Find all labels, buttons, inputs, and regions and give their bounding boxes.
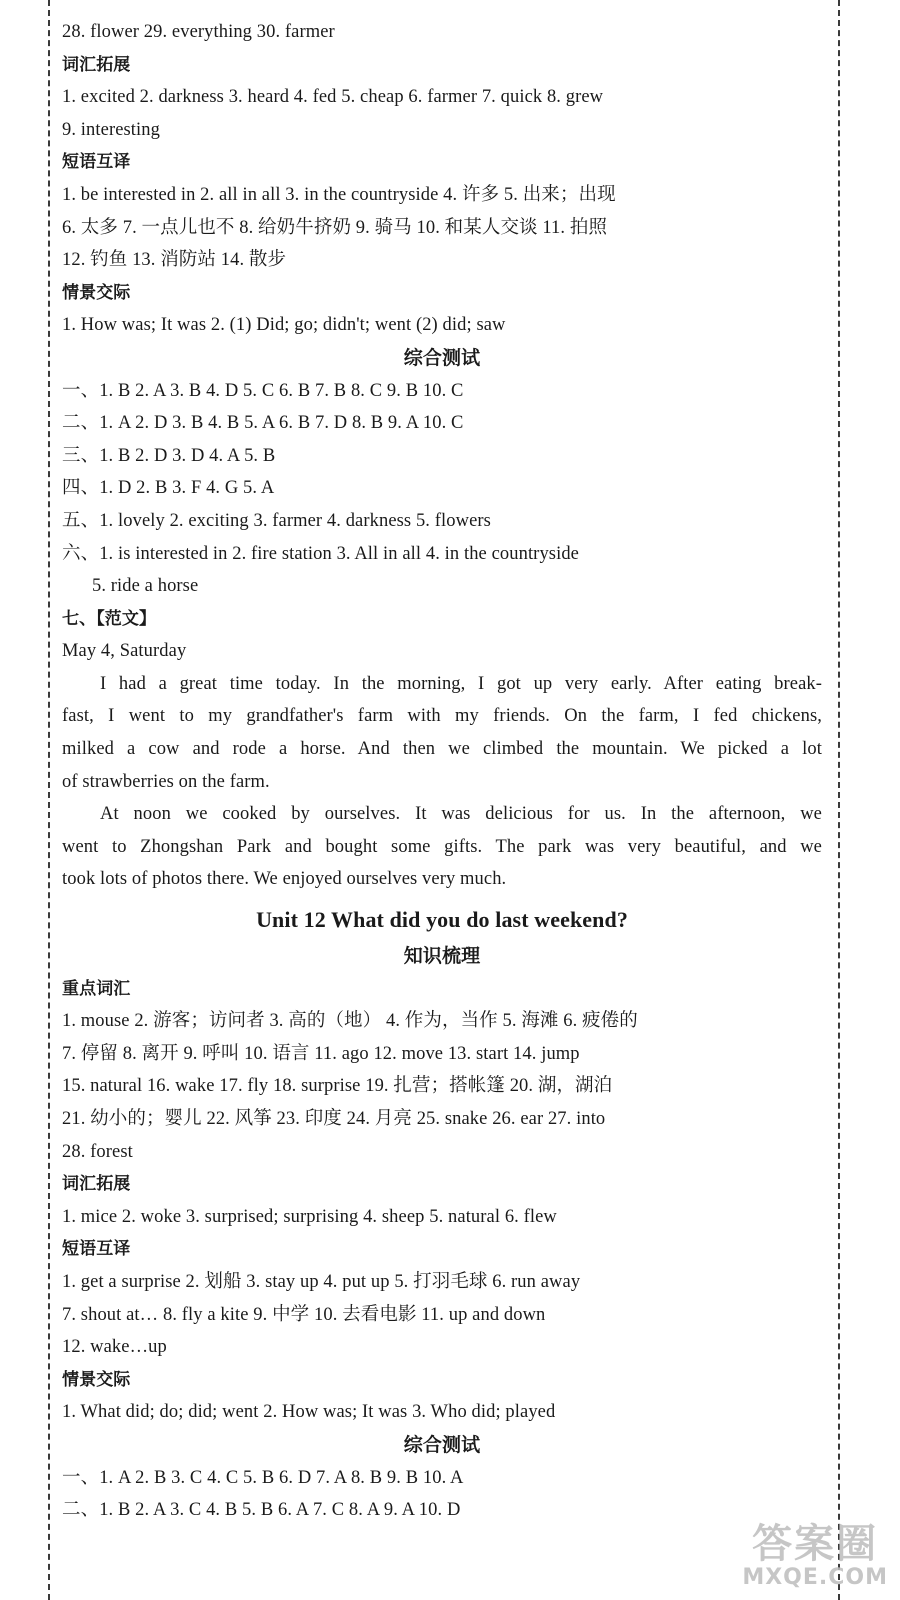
section-heading [62,973,822,1006]
essay-line [62,668,822,701]
essay-line [62,700,822,733]
section-title [62,342,822,375]
text-line [62,863,822,896]
text-line-text: 7. 停留 8. 离开 9. 呼叫 10. 语言 11. ago 12. move 13. start 14. jump [62,1043,580,1064]
text-line [62,1103,822,1136]
section-title [62,940,822,973]
section-heading [62,603,822,636]
text-line-text: 三、1. B 2. D 3. D 4. A 5. B [62,445,276,466]
text-line-text: 1. How was; It was 2. (1) Did; go; didn't; went (2) did; saw [62,315,506,336]
section-title-text: 综合测试 [403,1433,481,1456]
text-line-text: 1. What did; do; did; went 2. How was; It was 3. Who did; played [62,1402,556,1423]
text-line-text: 7. shout at… 8. fly a kite 9. 中学 10. 去看电影 11. up and down [62,1304,546,1325]
text-line-text: May 4, Saturday [62,641,187,662]
text-line-text: 1. mice 2. woke 3. surprised; surprising 4. sheep 5. natural 6. flew [62,1206,557,1227]
text-line [62,212,822,245]
text-line [62,635,822,668]
essay-line-text: I had a great time today. In the morning, I got up very early. After eating break- [100,673,822,694]
section-heading [62,146,822,179]
watermark-logo-text: 答案圈 [752,1521,879,1567]
text-line-text: 二、1. B 2. A 3. C 4. B 5. B 6. A 7. C 8. A 9. A 10. D [62,1500,461,1521]
text-line-text: 28. flower 29. everything 30. farmer [62,22,335,42]
section-title-text: 知识梳理 [403,945,481,968]
section-heading [62,277,822,310]
text-line [62,16,822,49]
text-line-text: 28. forest [62,1141,133,1162]
essay-line-text: At noon we cooked by ourselves. It was delicious for us. In the afternoon, we [100,804,822,825]
section-heading-text: 词汇拓展 [62,1174,131,1195]
text-line [62,375,822,408]
text-line-text: 二、1. A 2. D 3. B 4. B 5. A 6. B 7. D 8. B 9. A 10. C [62,413,464,434]
section-heading-text: 短语互译 [62,1239,131,1260]
text-line [62,1396,822,1429]
section-title [62,1429,822,1462]
section-heading [62,1233,822,1266]
text-line [62,1201,822,1234]
section-title-text: 综合测试 [403,346,481,369]
essay-line-text: went to Zhongshan Park and bought some gifts. The park was very beautiful, and we [62,836,822,857]
text-line [62,538,822,571]
watermark-url: MXQE.COM [742,1565,888,1590]
text-line-text: of strawberries on the farm. [62,771,270,792]
site-watermark [742,1522,888,1590]
text-line-text: 1. be interested in 2. all in all 3. in the countryside 4. 许多 5. 出来；出现 [62,184,616,205]
text-line-text: 5. ride a horse [92,576,199,597]
section-heading [62,1168,822,1201]
text-line-text: 六、1. is interested in 2. fire station 3. All in all 4. in the countryside [62,543,579,564]
text-line-text: 1. mouse 2. 游客；访问者 3. 高的（地） 4. 作为，当作 5. 海滩 6. 疲倦的 [62,1011,638,1032]
text-line [62,114,822,147]
unit-title-text: Unit 12 What did you do last weekend? [256,907,628,933]
text-line-text: 1. get a surprise 2. 划船 3. stay up 4. put up 5. 打羽毛球 6. run away [62,1271,581,1292]
right-dashed-border [838,0,840,1600]
text-line [62,472,822,505]
text-line [62,1266,822,1299]
text-line-text: 1. excited 2. darkness 3. heard 4. fed 5. cheap 6. farmer 7. quick 8. grew [62,87,604,108]
section-heading-text: 重点词汇 [62,978,131,999]
text-line [62,570,822,603]
unit-title [62,896,822,940]
text-line [62,1331,822,1364]
text-line [62,1070,822,1103]
text-line-text: 12. 钓鱼 13. 消防站 14. 散步 [62,250,287,271]
essay-line [62,831,822,864]
text-line-text: 6. 太多 7. 一点儿也不 8. 给奶牛挤奶 9. 骑马 10. 和某人交谈 11. 拍照 [62,217,608,238]
text-line [62,1494,822,1527]
text-line-text: 一、1. B 2. A 3. B 4. D 5. C 6. B 7. B 8. C 9. B 10. C [62,380,464,401]
section-heading-text: 情景交际 [62,1369,131,1390]
text-line [62,1299,822,1332]
text-line [62,505,822,538]
section-heading-text: 情景交际 [62,282,131,303]
section-heading-text: 短语互译 [62,152,131,173]
text-line-text: 21. 幼小的；婴儿 22. 风筝 23. 印度 24. 月亮 25. snake 26. ear 27. into [62,1109,606,1129]
text-line-text: 四、1. D 2. B 3. F 4. G 5. A [62,478,275,499]
text-line [62,440,822,473]
section-heading-text: 词汇拓展 [62,54,131,75]
text-line [62,1038,822,1071]
section-heading [62,1364,822,1397]
text-line [62,407,822,440]
text-line-text: 一、1. A 2. B 3. C 4. C 5. B 6. D 7. A 8. B 9. B 10. A [62,1467,464,1488]
text-line [62,309,822,342]
essay-line [62,733,822,766]
text-line [62,179,822,212]
essay-line-text: fast, I went to my grandfather's farm with my friends. On the farm, I fed chickens, [62,706,822,727]
text-line-text: took lots of photos there. We enjoyed ourselves very much. [62,869,507,890]
text-line [62,244,822,277]
essay-line-text: milked a cow and rode a horse. And then we climbed the mountain. We picked a lot [62,739,822,760]
answer-page [62,16,822,1527]
essay-line [62,798,822,831]
text-line [62,766,822,799]
text-line-text: 9. interesting [62,119,160,140]
text-line [62,1005,822,1038]
text-line-text: 12. wake…up [62,1337,167,1358]
text-line [62,1136,822,1169]
section-heading-text: 七、【范文】 [62,608,157,629]
text-line-text: 五、1. lovely 2. exciting 3. farmer 4. darkness 5. flowers [62,510,491,531]
text-line [62,81,822,114]
section-heading [62,49,822,82]
text-line-text: 15. natural 16. wake 17. fly 18. surprise 19. 扎营；搭帐篷 20. 湖，湖泊 [62,1076,613,1097]
left-dashed-border [48,0,50,1600]
text-line [62,1462,822,1495]
